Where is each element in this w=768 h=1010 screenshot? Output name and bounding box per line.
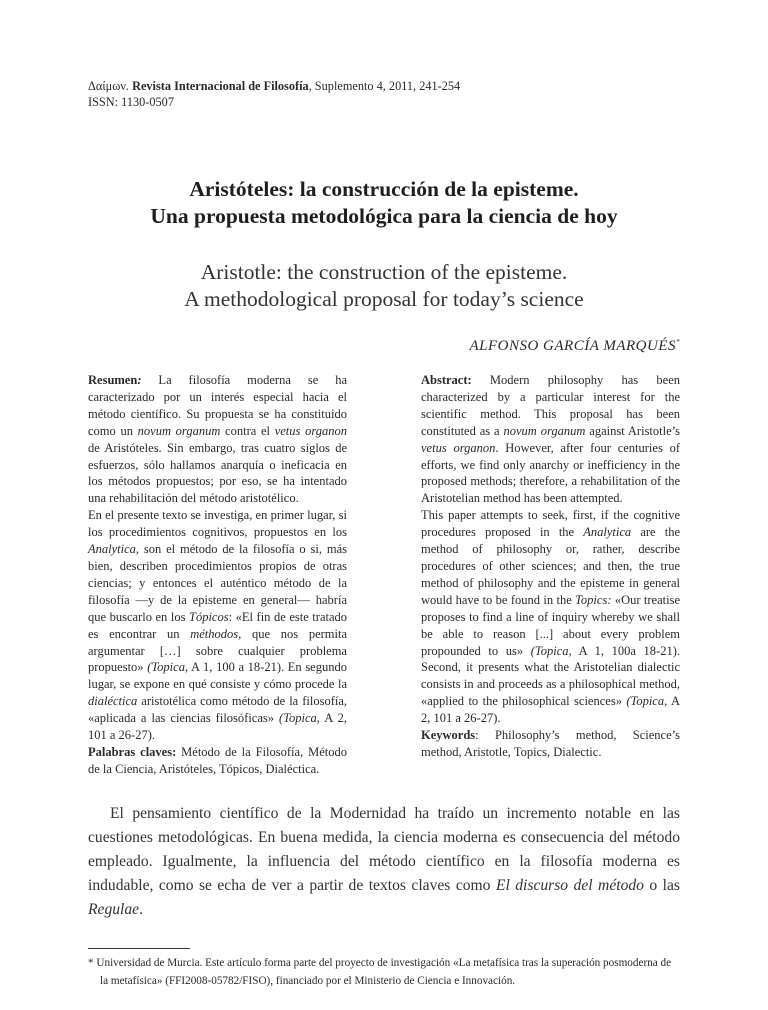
label-text: : xyxy=(137,373,142,387)
abstract-paragraph xyxy=(421,507,680,727)
label-text: Palabras claves: xyxy=(88,744,177,759)
text-run: , A 1, 100 a 18-21). En segundo lugar, se expone en qué consiste y cómo procede la xyxy=(88,660,347,692)
journal-issn: ISSN: 1130-0507 xyxy=(88,95,174,109)
abstract-columns xyxy=(88,372,680,778)
journal-name: Revista Internacional de Filosofía xyxy=(132,79,309,93)
text-run: o las xyxy=(643,876,680,894)
footnote: * Universidad de Murcia. Este artículo forma parte del proyecto de investigación «La metafísica tras la superación posmoderna de la metafísica» (FFI2008-05782/FISO), financiado por el Ministerio de Ciencia e Innovación. xyxy=(88,956,672,987)
journal-greek-name: Δαίμων xyxy=(88,79,126,93)
text-run: : «El fin de este tratado es encontrar un xyxy=(88,609,348,641)
label-text: Resumen xyxy=(88,373,138,387)
italic-text: (Topica xyxy=(279,711,317,726)
abstract-paragraph xyxy=(421,727,680,761)
italic-text: El discurso del método xyxy=(495,876,644,894)
text-run: against Aristotle’s xyxy=(585,423,680,438)
italic-text: Regulae xyxy=(88,900,140,918)
text-run: , son el método de la filosofía o si, más bien, describen procedimientos propios de otras ciencias; y entonces el auténtico método de la filosofía —y de la episteme en general— habría que buscarlo en los xyxy=(88,542,347,624)
body-paragraph xyxy=(88,802,680,922)
italic-text: (Topica xyxy=(626,694,665,709)
italic-text: méthodos xyxy=(190,626,239,641)
text-run: En el presente texto se investiga, en primer lugar, si los procedimientos cognitivos, propuestos en los xyxy=(88,508,347,540)
abstract-paragraph xyxy=(421,372,680,507)
text-run: This paper attempts to seek, first, if the cognitive procedures proposed in the xyxy=(421,508,680,540)
author-name: ALFONSO GARCÍA MARQUÉS xyxy=(469,338,676,354)
footnote-divider xyxy=(88,948,190,949)
resumen-paragraph xyxy=(88,507,347,744)
article-title xyxy=(88,176,680,230)
text-run: . xyxy=(139,900,143,918)
article-title-english xyxy=(88,259,680,313)
italic-text: novum organum xyxy=(137,423,221,438)
author-footnote-mark: * xyxy=(676,338,680,346)
label-text: Keywords xyxy=(421,728,476,743)
text-run: La filosofía moderna se ha caracterizado por un interés especial hacia el método científico. Su propuesta se ha constituido como un xyxy=(88,373,347,438)
author xyxy=(88,336,680,356)
italic-text: vetus organon xyxy=(421,440,496,455)
journal-issue: , Suplemento 4, 2011, 241-254 xyxy=(308,79,461,93)
text-run: are the method of philosophy or, rather, describe procedures of other sciences; and then, the true method of philosophy and the episteme in general would have to be found in the xyxy=(421,525,681,607)
label-text: Abstract: xyxy=(421,373,472,387)
resumen-paragraph xyxy=(88,744,347,778)
text-run: El pensamiento científico de la Modernidad ha traído un incremento notable en las cuestiones metodológicas. En buena medida, la ciencia moderna es consecuencia del método empleado. Igualmente, la influencia del método científico en la filosofía moderna es indudable, como se echa de ver a partir de textos claves como xyxy=(88,804,680,894)
text-run: , A 2, 101 a 26-27). xyxy=(421,694,680,726)
text-run: de Aristóteles. Sin embargo, tras cuatro siglos de esfuerzos, sólo hallamos anarquía o ineficacia en los métodos propuestos; por eso, se ha intentado una rehabilitación del método aristotélico. xyxy=(88,440,347,506)
text-run: Método de la Filosofía, Método de la Ciencia, Aristóteles, Tópicos, Dialéctica. xyxy=(88,744,347,776)
italic-text: (Topica xyxy=(530,643,569,658)
title-line-2: Una propuesta metodológica para la ciencia de hoy xyxy=(150,204,618,228)
italic-text: Tópicos xyxy=(189,609,229,624)
resumen-paragraph xyxy=(88,372,347,507)
subtitle-line-2: A methodological proposal for today’s science xyxy=(184,287,584,311)
italic-text: Analytica xyxy=(583,525,632,540)
journal-header xyxy=(88,78,680,110)
text-run: aristotélica como método de la filosofía, «aplicada a las ciencias filosóficas» xyxy=(88,694,347,726)
text-run: Modern philosophy has been characterized by a particular interest for the scientific method. This proposal has been constituted as a xyxy=(421,373,680,438)
text-run: «Our treatise proposes to find a line of inquiry whereby we shall be able to reason [...] about every problem propounded to us» xyxy=(421,592,681,658)
italic-text: Topics: xyxy=(575,592,612,607)
journal-citation: Δαίμων. Revista Internacional de Filosofía, Suplemento 4, 2011, 241-254 xyxy=(88,79,461,93)
italic-text: Analytica xyxy=(88,542,136,557)
text-run: , A 1, 100a 18-21). Second, it presents what the Aristotelian dialectic consists in and proceeds as a philosophical method, «applied to the philosophical sciences» xyxy=(421,643,680,709)
text-run: . However, after four centuries of efforts, we find only anarchy or inefficiency in the proposed methods; therefore, a rehabilitation of the Aristotelian method has been attempted. xyxy=(421,440,680,506)
text-run: : Philosophy’s method, Science’s method, Aristotle, Topics, Dialectic. xyxy=(421,728,680,759)
text-run: , A 2, 101 a 26-27). xyxy=(88,711,347,743)
subtitle-line-1: Aristotle: the construction of the episteme. xyxy=(200,260,568,284)
text-run: contra el xyxy=(220,423,275,438)
italic-text: (Topica xyxy=(147,660,185,675)
title-line-1: Aristóteles: la construcción de la episteme. xyxy=(189,177,579,201)
italic-text: vetus organon xyxy=(274,423,347,438)
italic-text: novum organum xyxy=(503,423,586,438)
italic-text: dialéctica xyxy=(88,694,138,709)
resumen-column xyxy=(88,372,347,778)
text-run: , que nos permita argumentar […] sobre cualquier problema propuesto» xyxy=(88,626,347,675)
abstract-column xyxy=(421,372,680,761)
